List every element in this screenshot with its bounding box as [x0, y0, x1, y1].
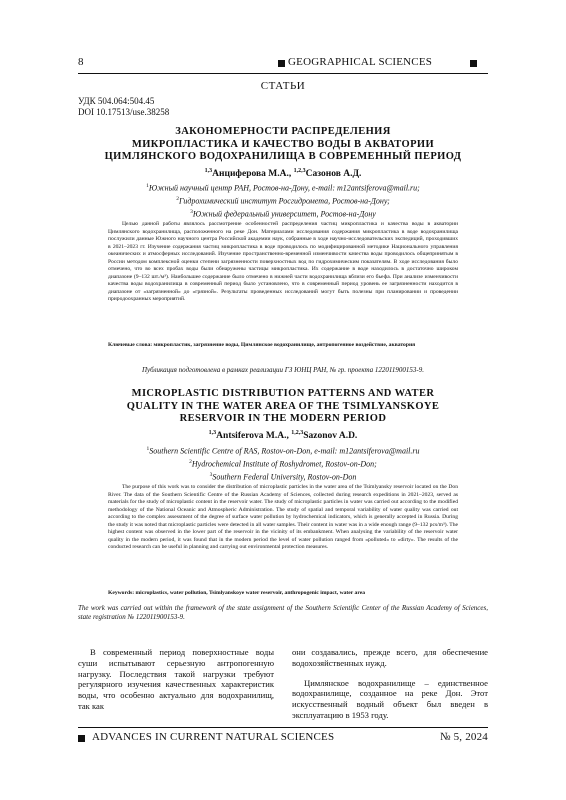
- funding-note-ru: Публикация подготовлена в рамках реализации ГЗ ЮНЦ РАН, № гр. проекта 122011900153-9.: [142, 366, 424, 374]
- running-footer: [78, 731, 488, 745]
- funding-note-en: The work was carried out within the framework of the state assignment of the Southern Scientific Center of the Russian Academy of Sciences, state registration № 122011900153-9.: [78, 604, 488, 621]
- square-bullet-icon: [278, 60, 285, 67]
- author-sup: 1,2,3: [291, 430, 304, 436]
- author-sup: 1,3: [208, 430, 217, 436]
- body-column-right: [292, 647, 488, 721]
- footer-rule: [78, 727, 488, 728]
- keywords-label: Keywords:: [108, 590, 135, 596]
- title-line: ЗАКОНОМЕРНОСТИ РАСПРЕДЕЛЕНИЯ: [175, 126, 391, 137]
- author-name: Sazonov A.D.: [303, 431, 358, 442]
- author-name: Сазонов А.Д.: [305, 169, 362, 180]
- square-bullet-icon: [78, 735, 85, 742]
- affiliations-en: [78, 444, 488, 483]
- affiliation: $^3$Southern Federal University, Rostov-on-Don: [209, 472, 357, 482]
- title-line: MICROPLASTIC DISTRIBUTION PATTERNS AND WATER: [131, 388, 435, 399]
- keywords-label: Ключевые слова:: [108, 342, 153, 348]
- abstract-ru: Целью данной работы являлось рассмотрение особенностей распределения частиц микропластика и качества воды в акватории Цимлянского водохранилища, расположенного на реке Дон. Материалами исследования содержания микропластика в воде водохранилища послужили данные Южного научного центра Российской академии наук, собранные в ходе научно-исследовательских экспедиций, проходивших в 2021–2023 гг. Изучение содержания частиц микропластика в воде проводилось по модифицированной методике Национального управления океанических и атмосферных исследований. Изучение пространственно-временной изменчивости качества воды проводилось общепринятым в России методом комплексной оценки степени загрязненности поверхностных вод по гидрохимическим показателям. В ходе исследования было отмечено, что во всех пробах воды были обнаружены частицы микропластика. Их содержание в воде находилось в достаточно широком диапазоне (9–132 шт./м³). Наибольшее содержание было отмечено в нижней части водохранилища вблизи его бьефа. При анализе изменчивости качества воды водохранилища в современный период было установлено, что в современный период уровень ее загрязненности находится в диапазоне от «загрязненной» до «грязной». Результаты проведенных исследований могут быть полезны при планировании и проведении природоохранных мероприятий.: [108, 221, 458, 302]
- body-paragraph: Цимлянское водохранилище – единственное водохранилище, созданное на реке Дон. Этот искусственный водный объект был введен в эксплуатацию в 1953 году.: [292, 677, 488, 720]
- body-paragraph: В современный период поверхностные воды суши испытывают серьезную антропогенную нагрузку. Последствия такой нагрузки требуют регулярного изучения качественных характеристик воды, что особенно актуально для водохранилищ, так как: [78, 647, 274, 711]
- affiliation: $^2$Гидрохимический институт Росгидромета, Ростов-на-Дону;: [176, 196, 390, 206]
- authors-en: [78, 430, 488, 441]
- affiliation: $^1$Южный научный центр РАН, Ростов-на-Дону, e-mail: m12antsiferova@mail.ru;: [146, 183, 420, 193]
- keywords-text: микропластик, загрязнение воды, Цимлянское водохранилище, антропогенное воздействие, акватория: [152, 342, 416, 348]
- title-line: RESERVOIR IN THE MODERN PERIOD: [179, 413, 387, 424]
- square-bullet-icon: [470, 60, 477, 67]
- title-en: [78, 388, 488, 426]
- author-name: Antsiferova M.A.,: [216, 431, 289, 442]
- title-line: МИКРОПЛАСТИКА И КАЧЕСТВО ВОДЫ В АКВАТОРИИ: [131, 138, 435, 150]
- body-paragraph: они создавались, прежде всего, для обеспечение водохозяйственных нужд.: [292, 647, 488, 668]
- page-number: 8: [78, 56, 84, 68]
- doi: DOI 10.17513/use.38258: [78, 107, 170, 117]
- keywords-en: [108, 590, 458, 598]
- keywords-text: microplastics, water pollution, Tsimlyanskoye water reservoir, anthropogenic impact, water area: [134, 590, 365, 596]
- udc-code: УДК 504.064:504.45: [78, 96, 155, 106]
- author-sup: 1,2,3: [293, 168, 306, 174]
- affiliation: $^1$Southern Scientific Centre of RAS, Rostov-on-Don, e-mail: m12antsiferova@mail.ru: [146, 446, 420, 456]
- header-rule: [78, 73, 488, 74]
- affiliation: $^3$Южный федеральный университет, Ростов-на-Дону: [190, 209, 376, 219]
- keywords-ru: [108, 342, 458, 350]
- affiliation: $^2$Hydrochemical Institute of Roshydromet, Rostov-on-Don;: [189, 459, 377, 469]
- author-name: Анциферова М.А.,: [212, 169, 292, 180]
- section-heading: СТАТЬИ: [260, 80, 306, 92]
- abstract-en: The purpose of this work was to consider the distribution of microplastic particles in the water area of the Tsimlyansky reservoir located on the Don River. The data of the Southern Scientific Centre of the Russian Academy of Sciences, collected during research expeditions in 2021–2023, served as materials for the study of microplastic content in the reservoir water. The study of microplastic particles in water was carried out according to the modified methodology of the National Oceanic and Atmospheric Administration. The study of spatial and temporal variability of water quality was carried out according to the complex assessment of the degree of surface water pollution by hydrochemical indicators, which is generally accepted in Russia. During the study it was noted that microplastic particles were detected in all water samples. Their content in water was in a wide enough range (9–132 pcs/m³). The highest content was observed in the lower part of the reservoir in the vicinity of its embankment. When analysing the variability of the reservoir water quality in the modern period, it was found that in the modern period the level of water pollution ranged from «polluted» to «dirty». The results of the conducted research can be useful in planning and carrying out environmental protection measures.: [108, 484, 458, 550]
- journal-name: ADVANCES IN CURRENT NATURAL SCIENCES: [92, 731, 335, 743]
- article-identifiers: [78, 96, 169, 118]
- affiliations-ru: [78, 181, 488, 220]
- author-sup: 1,3: [204, 168, 213, 174]
- issue-number: № 5, 2024: [439, 731, 488, 743]
- journal-section-name: GEOGRAPHICAL SCIENCES: [288, 56, 433, 68]
- running-header: [78, 56, 488, 72]
- authors-ru: [78, 168, 488, 179]
- title-line: ЦИМЛЯНСКОГО ВОДОХРАНИЛИЩА В СОВРЕМЕННЫЙ ПЕРИОД: [104, 151, 462, 162]
- body-column-left: [78, 647, 274, 712]
- title-ru: [78, 126, 488, 164]
- title-line: QUALITY IN THE WATER AREA OF THE TSIMLYANSKOYE: [126, 400, 440, 412]
